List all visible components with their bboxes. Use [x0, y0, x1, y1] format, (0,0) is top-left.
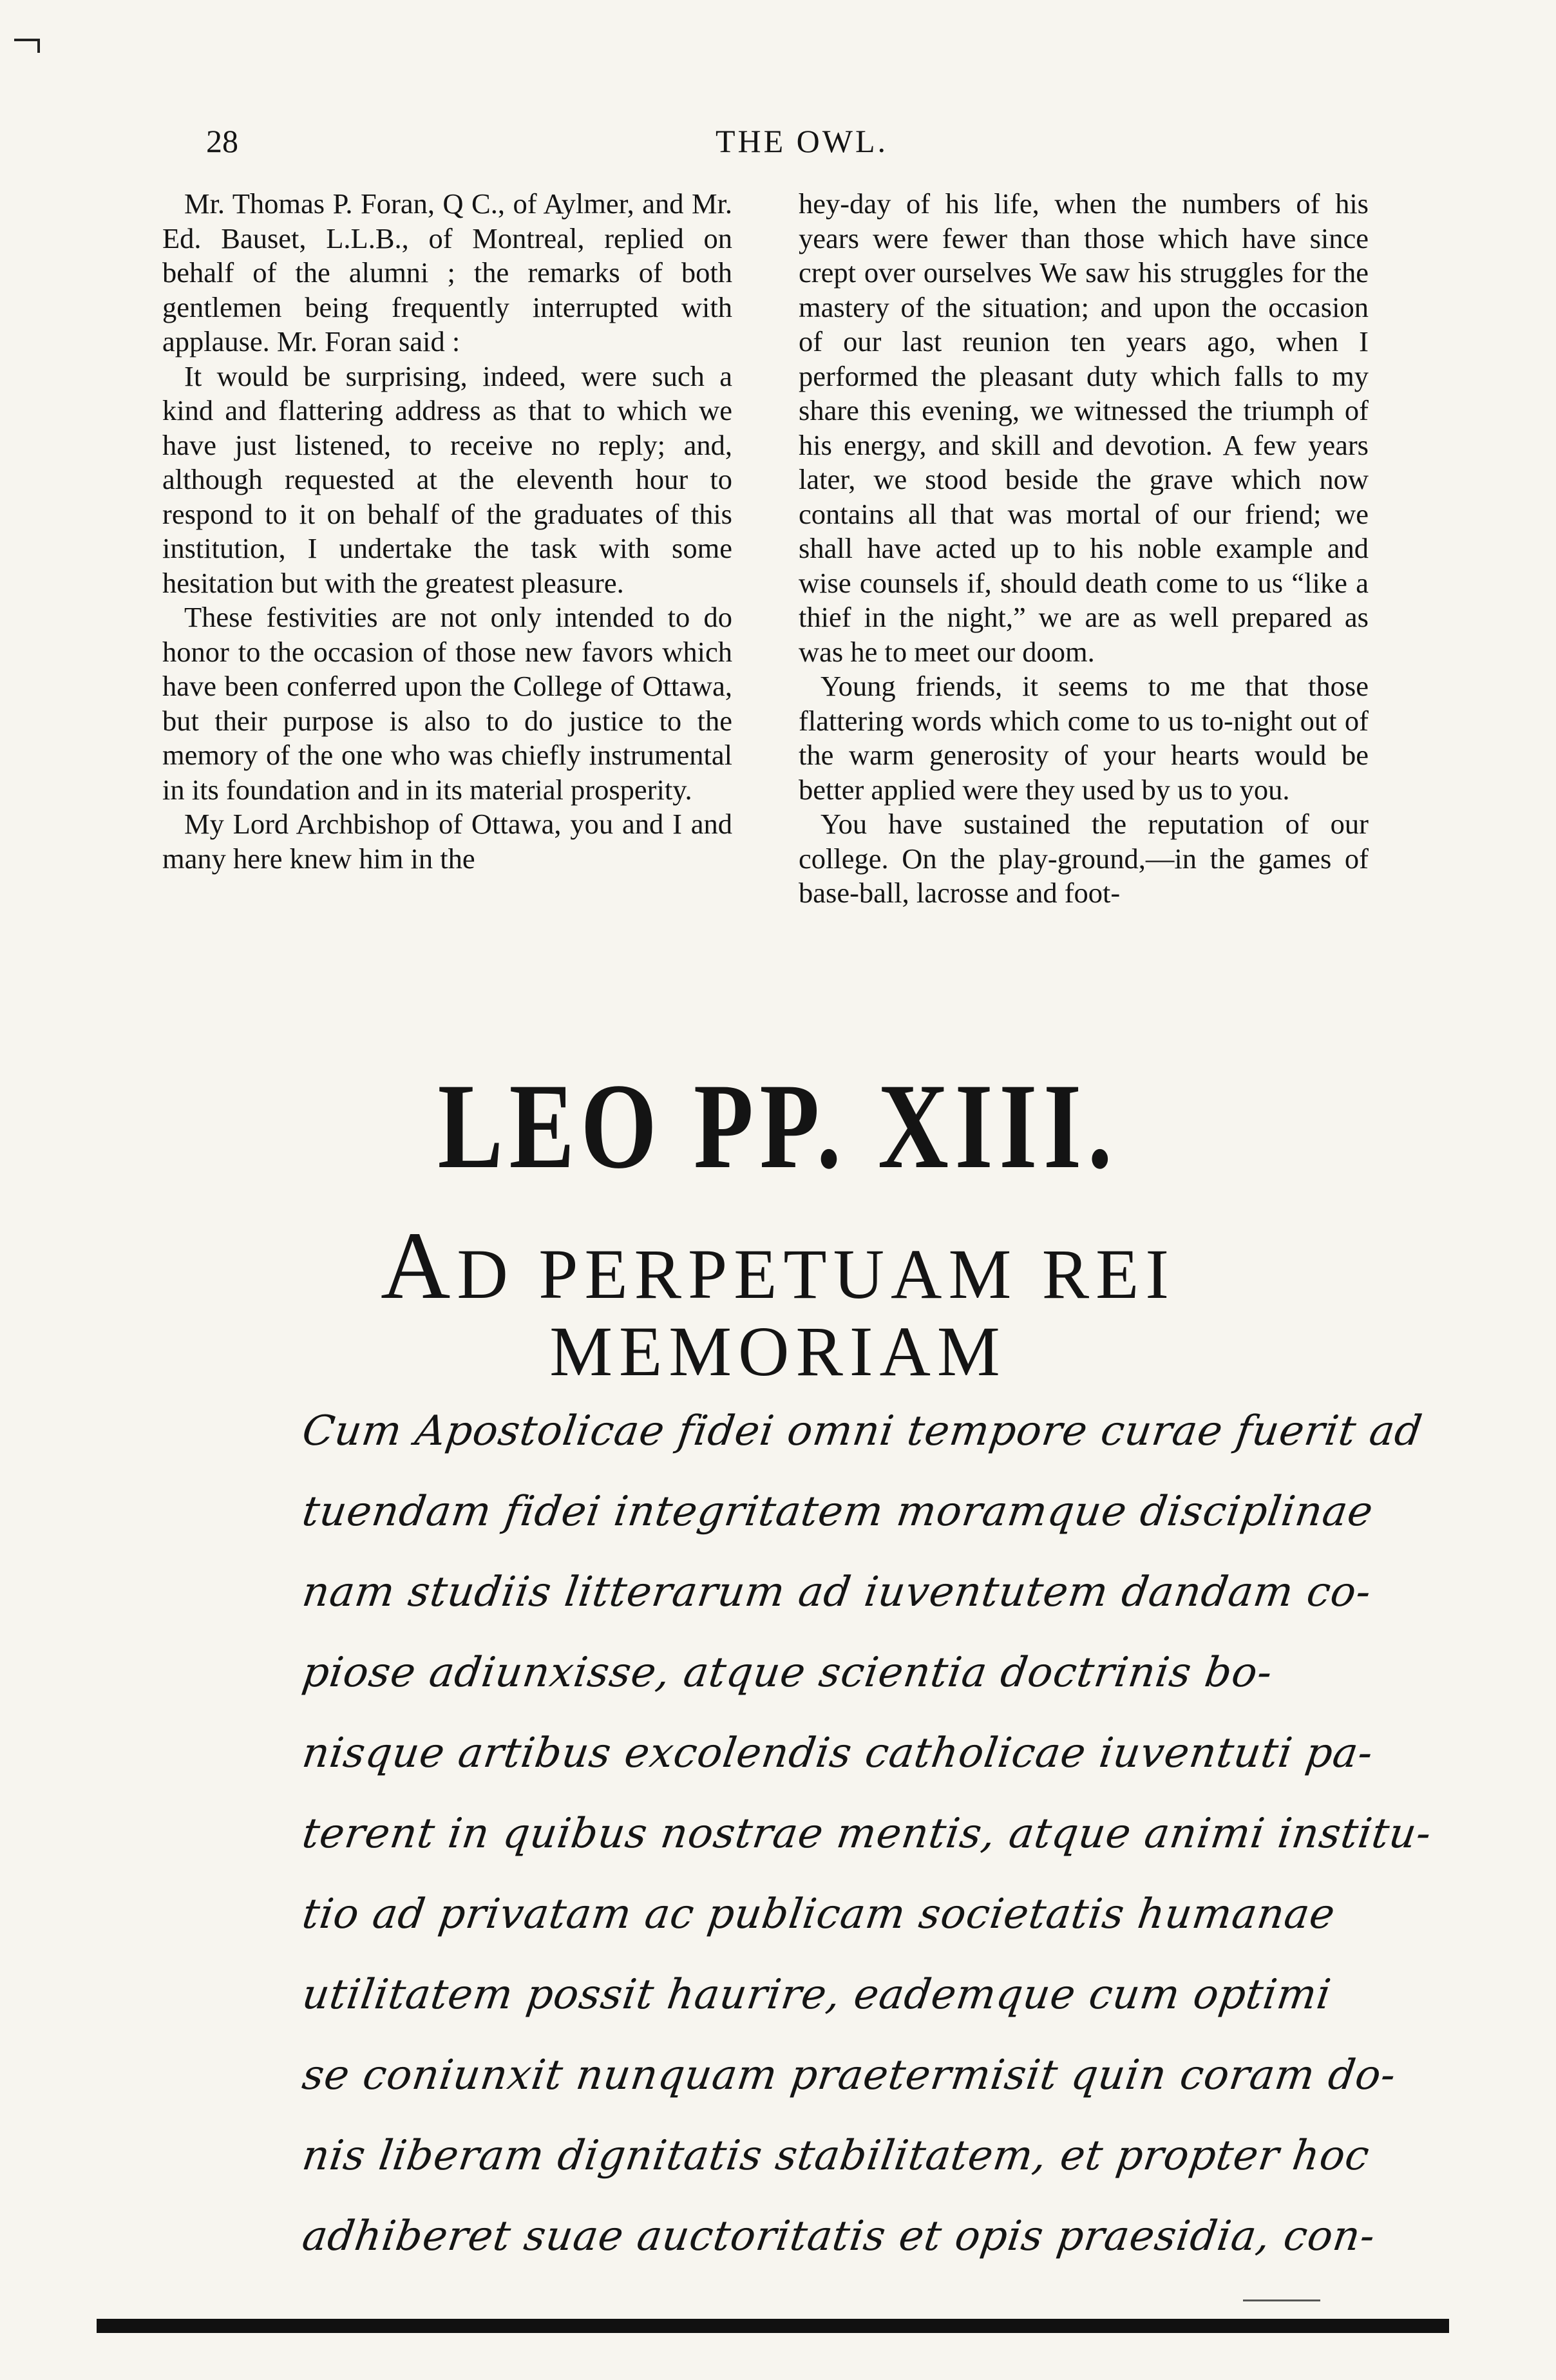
document-subtitle: [0, 1212, 1556, 1391]
page-number: 28: [206, 123, 238, 159]
paragraph: Mr. Thomas P. Foran, Q C., of Aylmer, and Mr. Ed. Bauset, L.L.B., of Montreal, replied on behalf of the alumni ; the remarks of both gentlemen being frequently interrupted with applause. Mr. Foran said :: [162, 187, 732, 357]
paragraph: hey-day of his life, when the numbers of his years were fewer than those which have since crept over ourselves We saw his struggles for the mastery of the situation; and upon the occasion of our last reunion ten years ago, when I performed the pleasant duty which falls to my share this evening, we witnessed the triumph of his energy, and skill and devotion. A few years later, we stood beside the grave which now contains all that was mortal of our friend; we shall have acted up to his noble example and wise counsels if, should death come to us “like a thief in the night,” we are as well prepared as was he to meet our doom.: [799, 187, 1369, 668]
page-header: [206, 122, 1398, 167]
corner-mark: [14, 39, 37, 41]
handwritten-brief: [299, 1391, 1435, 2277]
paragraph: Young friends, it seems to me that those flattering words which come to us to-night out of the warm generosity of your hearts would be better applied were they used by us to you.: [799, 670, 1369, 806]
subtitle-rest: D PERPETUAM REI: [457, 1235, 1175, 1313]
paragraph: It would be surprising, indeed, were such a kind and flattering address as that to which we have just listened, to receive no reply; and, although requested at the eleventh hour to respond to it on behalf of the graduates of this institution, I undertake the task with some hesitation but with the greatest pleasure.: [162, 359, 732, 599]
paragraph: You have sustained the reputation of our college. On the play-ground,—in the games of base-ball, lacrosse and foot-: [799, 808, 1369, 909]
handwritten-line: tio ad privatam ac publicam societatis humanae: [299, 1890, 1338, 1938]
handwritten-line: nis liberam dignitatis stabilitatem, et propter hoc: [299, 2132, 1373, 2180]
handwritten-line: nam studiis litterarum ad iuventutem dandam co-: [299, 1568, 1374, 1616]
handwritten-line: utilitatem possit haurire, eademque cum optimi: [299, 1971, 1334, 2019]
footer-bar: [97, 2319, 1449, 2333]
handwritten-line: piose adiunxisse, atque scientia doctrinis bo-: [299, 1649, 1276, 1697]
handwritten-line: Cum Apostolicae fidei omni tempore curae fuerit ad: [299, 1407, 1426, 1455]
handwritten-line: terent in quibus nostrae mentis, atque animi institu-: [299, 1810, 1435, 1858]
handwritten-line: nisque artibus excolendis catholicae iuventuti pa-: [299, 1729, 1376, 1777]
running-title: THE OWL.: [715, 123, 889, 159]
left-column: [162, 187, 732, 876]
subtitle-line-1: [0, 1212, 1556, 1319]
footer-dash: [1243, 2299, 1320, 2301]
handwritten-line: adhiberet suae auctoritatis et opis praesidia, con-: [299, 2213, 1379, 2260]
paragraph: My Lord Archbishop of Ottawa, you and I and many here knew him in the: [162, 808, 732, 875]
handwritten-line: tuendam fidei integritatem moramque disciplinae: [299, 1488, 1376, 1536]
document-title: LEO PP. XIII.: [437, 1059, 1119, 1194]
subtitle-initial: A: [381, 1212, 457, 1319]
subtitle-line-2: MEMORIAM: [549, 1312, 1007, 1391]
handwritten-line: se coniunxit nunquam praetermisit quin coram do-: [299, 2052, 1399, 2099]
right-column: [799, 187, 1369, 911]
paragraph: These festivities are not only intended to do honor to the occasion of those new favors which have been conferred upon the College of Ottawa, but their purpose is also to do justice to the memory of the one who was chiefly instrumental in its foundation and in its material prosperity.: [162, 601, 732, 806]
